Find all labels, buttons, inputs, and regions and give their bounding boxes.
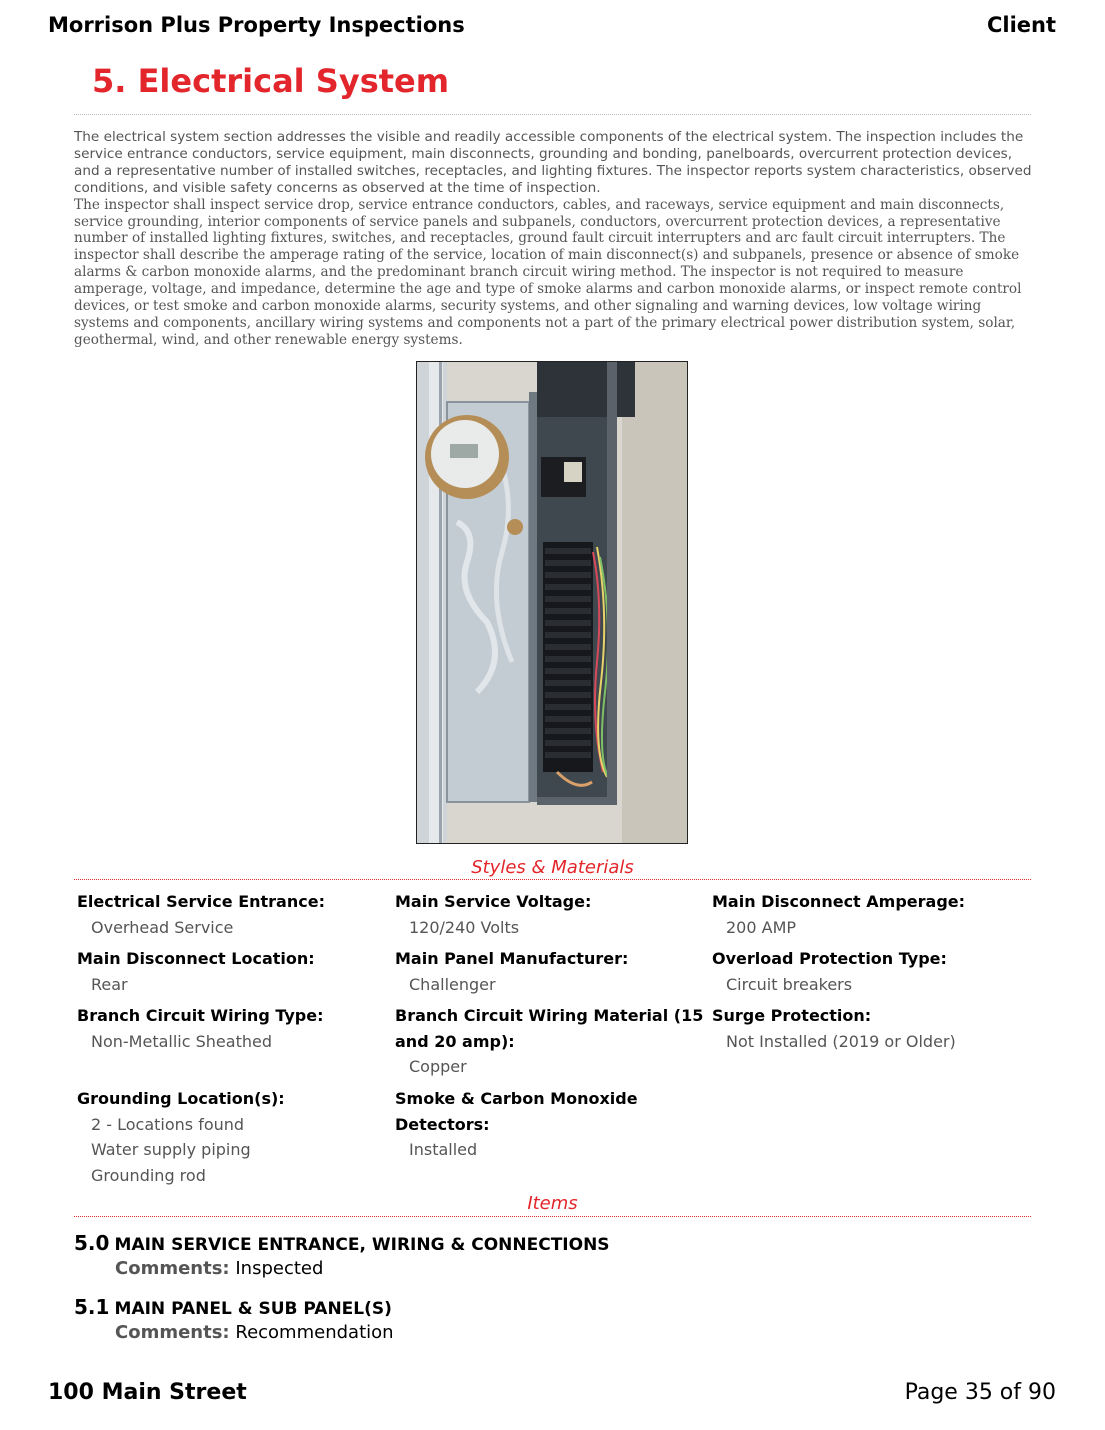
spec-branch-circuit-wiring-type <box>77 1003 397 1054</box>
section-title: 5. Electrical System <box>92 62 450 100</box>
spec-surge-protection <box>712 1003 1032 1054</box>
spec-label: Main Disconnect Amperage: <box>712 892 966 911</box>
section-intro <box>74 129 1034 349</box>
item-number: 5.0 <box>74 1231 110 1255</box>
spec-value: Circuit breakers <box>726 974 853 994</box>
spec-label: Main Service Voltage: <box>395 892 592 911</box>
item-name: MAIN PANEL & SUB PANEL(S) <box>114 1299 392 1319</box>
comments-label: Comments: <box>115 1322 230 1343</box>
spec-value: Grounding rod <box>91 1165 206 1185</box>
standards-paragraph: The inspector shall inspect service drop, service entrance conductors, cables, and raceways, service equipment and main disconnects, service grounding, interior components of service panels and subpanels, conductors, overcurrent protection devices, a representative number of installed lighting fixtures, switches, and receptacles, ground fault circuit interrupters and arc fault circuit interrupters. The inspector shall describe the amperage rating of the service, location of main disconnect(s) and subpanels, presence or absence of smoke alarms & carbon monoxide alarms, and the predominant branch circuit wiring method. The inspector is not required to measure amperage, voltage, and impedance, determine the age and type of smoke alarms and carbon monoxide alarms, or inspect remote control devices, or test smoke and carbon monoxide alarms, security systems, and other signaling and warning devices, low voltage wiring systems and components, ancillary wiring systems and components not a part of the primary electrical power distribution system, solar, geothermal, wind, and other renewable energy systems. <box>74 196 1022 348</box>
comments-label: Comments: <box>115 1258 230 1279</box>
items-heading: Items <box>527 1193 578 1214</box>
intro-paragraph: The electrical system section addresses the visible and readily accessible components of the electrical system. The inspection includes the service entrance conductors, service equipment, main disconnects, grounding and bonding, panelboards, overcurrent protection devices, and a representative number of installed switches, receptacles, and lighting fixtures. The inspector reports system characteristics, observed conditions, and visible safety concerns as observed at the time of inspection. <box>74 129 1032 196</box>
spec-main-disconnect-amperage <box>712 889 1032 940</box>
spec-branch-circuit-wiring-material <box>395 1003 713 1080</box>
items-divider <box>74 1216 1031 1217</box>
spec-value: Challenger <box>409 974 496 994</box>
spec-value: Water supply piping <box>91 1140 251 1159</box>
spec-label: Grounding Location(s): <box>77 1089 285 1108</box>
spec-label: Branch Circuit Wiring Type: <box>77 1006 324 1025</box>
item-5-1 <box>74 1295 392 1319</box>
page-number: Page 35 of 90 <box>904 1380 1056 1405</box>
spec-value: Non-Metallic Sheathed <box>91 1031 272 1051</box>
title-divider <box>74 114 1031 115</box>
footer-address: 100 Main Street <box>48 1380 247 1405</box>
spec-main-panel-manufacturer <box>395 946 715 997</box>
spec-label: Overload Protection Type: <box>712 949 947 968</box>
company-name: Morrison Plus Property Inspections <box>48 13 465 37</box>
spec-value: Rear <box>91 974 128 994</box>
electrical-panel-photo <box>416 361 688 844</box>
styles-materials-divider <box>74 879 1031 880</box>
spec-grounding-locations <box>77 1086 397 1188</box>
item-5-1-comments <box>115 1322 394 1343</box>
spec-value: Copper <box>409 1057 467 1076</box>
spec-label: Main Disconnect Location: <box>77 949 315 968</box>
spec-overload-protection-type <box>712 946 1032 997</box>
comments-value: Inspected <box>235 1258 324 1279</box>
spec-label: Branch Circuit Wiring Material (15 and 20 amp): <box>395 1006 704 1051</box>
spec-electrical-service-entrance <box>77 889 397 940</box>
item-name: MAIN SERVICE ENTRANCE, WIRING & CONNECTIONS <box>114 1235 610 1255</box>
item-5-0 <box>74 1231 610 1255</box>
spec-label: Main Panel Manufacturer: <box>395 949 629 968</box>
spec-label: Smoke & Carbon Monoxide Detectors: <box>395 1089 638 1134</box>
spec-value: 200 AMP <box>726 917 797 937</box>
spec-value: Installed <box>409 1140 478 1159</box>
spec-label: Electrical Service Entrance: <box>77 892 325 911</box>
item-number: 5.1 <box>74 1295 110 1319</box>
spec-smoke-co-detectors <box>395 1086 695 1163</box>
spec-main-service-voltage <box>395 889 715 940</box>
spec-main-disconnect-location <box>77 946 397 997</box>
client-label: Client <box>986 13 1056 37</box>
styles-materials-heading: Styles & Materials <box>471 857 634 878</box>
item-5-0-comments <box>115 1258 323 1279</box>
spec-value: 2 - Locations found <box>91 1114 245 1134</box>
spec-value: Overhead Service <box>91 917 234 937</box>
spec-value: 120/240 Volts <box>409 917 520 937</box>
comments-value: Recommendation <box>235 1322 394 1343</box>
spec-label: Surge Protection: <box>712 1006 872 1025</box>
spec-value: Not Installed (2019 or Older) <box>726 1031 956 1051</box>
